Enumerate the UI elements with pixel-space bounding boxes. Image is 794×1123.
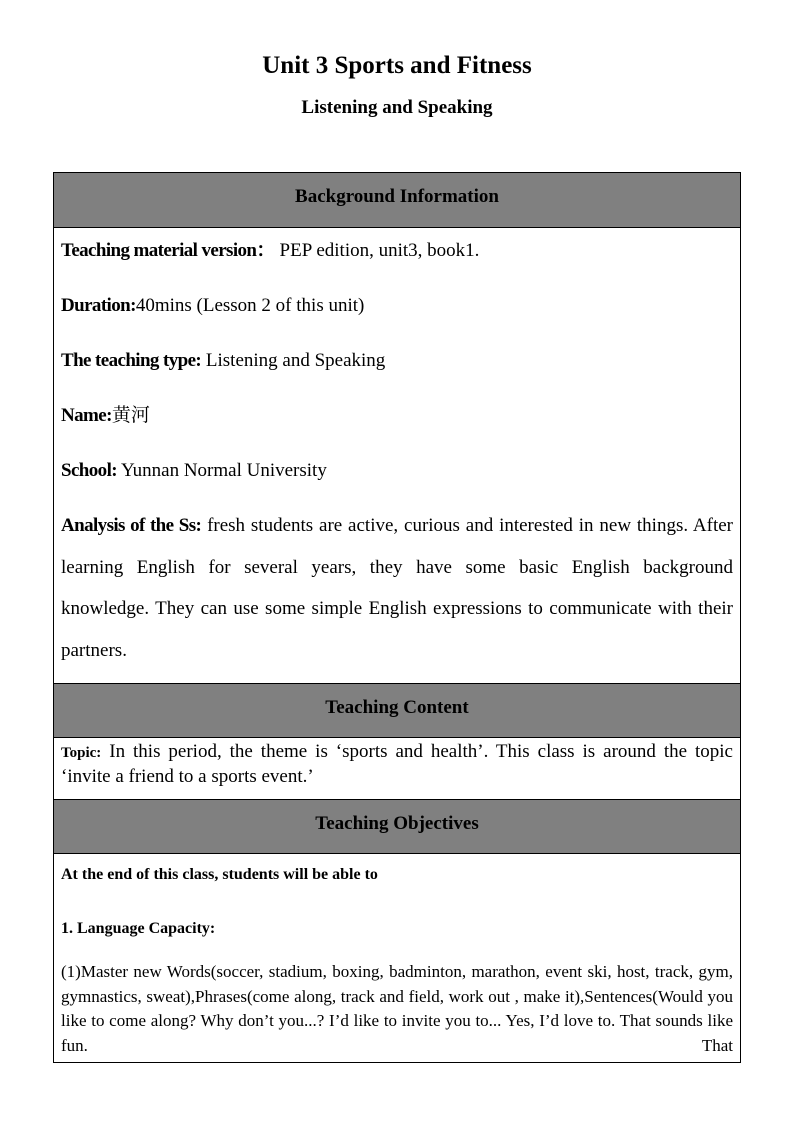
document-subtitle: Listening and Speaking	[301, 97, 493, 118]
teaching-objectives-body	[54, 854, 740, 1062]
school-row	[61, 448, 733, 503]
name-row	[61, 393, 733, 448]
topic-value: In this period, the theme is ‘sports and health’. This class is around the topic ‘invite a friend to a sports event.’	[61, 741, 733, 787]
topic-label: Topic:	[61, 745, 102, 761]
objectives-intro: At the end of this class, students will be able to	[61, 866, 378, 883]
teaching-material-label: Teaching material version：	[61, 240, 275, 261]
teaching-material-row	[61, 228, 733, 283]
language-capacity-text: (1)Master new Words(soccer, stadium, boxing, badminton, marathon, event ski, host, track, gym, gymnastics, sweat),Phrases(come along, track and field, work out , make it),Sentences(Would you like to come along? Why don’t you...? I’d like to invite you to... Yes, I’d love to. That sounds like fun. That	[61, 962, 733, 1055]
teaching-content-header: Teaching Content	[54, 683, 740, 738]
language-capacity-heading: 1. Language Capacity:	[61, 920, 216, 937]
teaching-type-label: The teaching type:	[61, 350, 202, 371]
name-value: 黄河	[111, 405, 150, 426]
teaching-material-value: PEP edition, unit3, book1.	[274, 240, 480, 261]
student-analysis-label: Analysis of the Ss:	[61, 515, 202, 536]
background-information-body	[54, 228, 740, 683]
name-label: Name:	[61, 405, 112, 426]
student-analysis-value: fresh students are active, curious and interested in new things. After learning English for several years, they have some basic English background knowledge. They can use some simple English expressions to communicate with their partners.	[61, 515, 733, 661]
student-analysis-paragraph	[61, 503, 733, 683]
school-label: School:	[61, 460, 117, 481]
school-value: Yunnan Normal University	[116, 460, 327, 481]
document-title: Unit 3 Sports and Fitness	[262, 52, 532, 79]
lesson-plan-table	[53, 172, 741, 1063]
duration-row	[61, 283, 733, 338]
teaching-type-value: Listening and Speaking	[201, 350, 386, 371]
teaching-objectives-header: Teaching Objectives	[54, 799, 740, 854]
background-information-header: Background Information	[54, 173, 740, 228]
teaching-type-row	[61, 338, 733, 393]
duration-label: Duration:	[61, 295, 136, 316]
duration-value: 40mins (Lesson 2 of this unit)	[135, 295, 365, 316]
teaching-content-body	[54, 738, 740, 799]
